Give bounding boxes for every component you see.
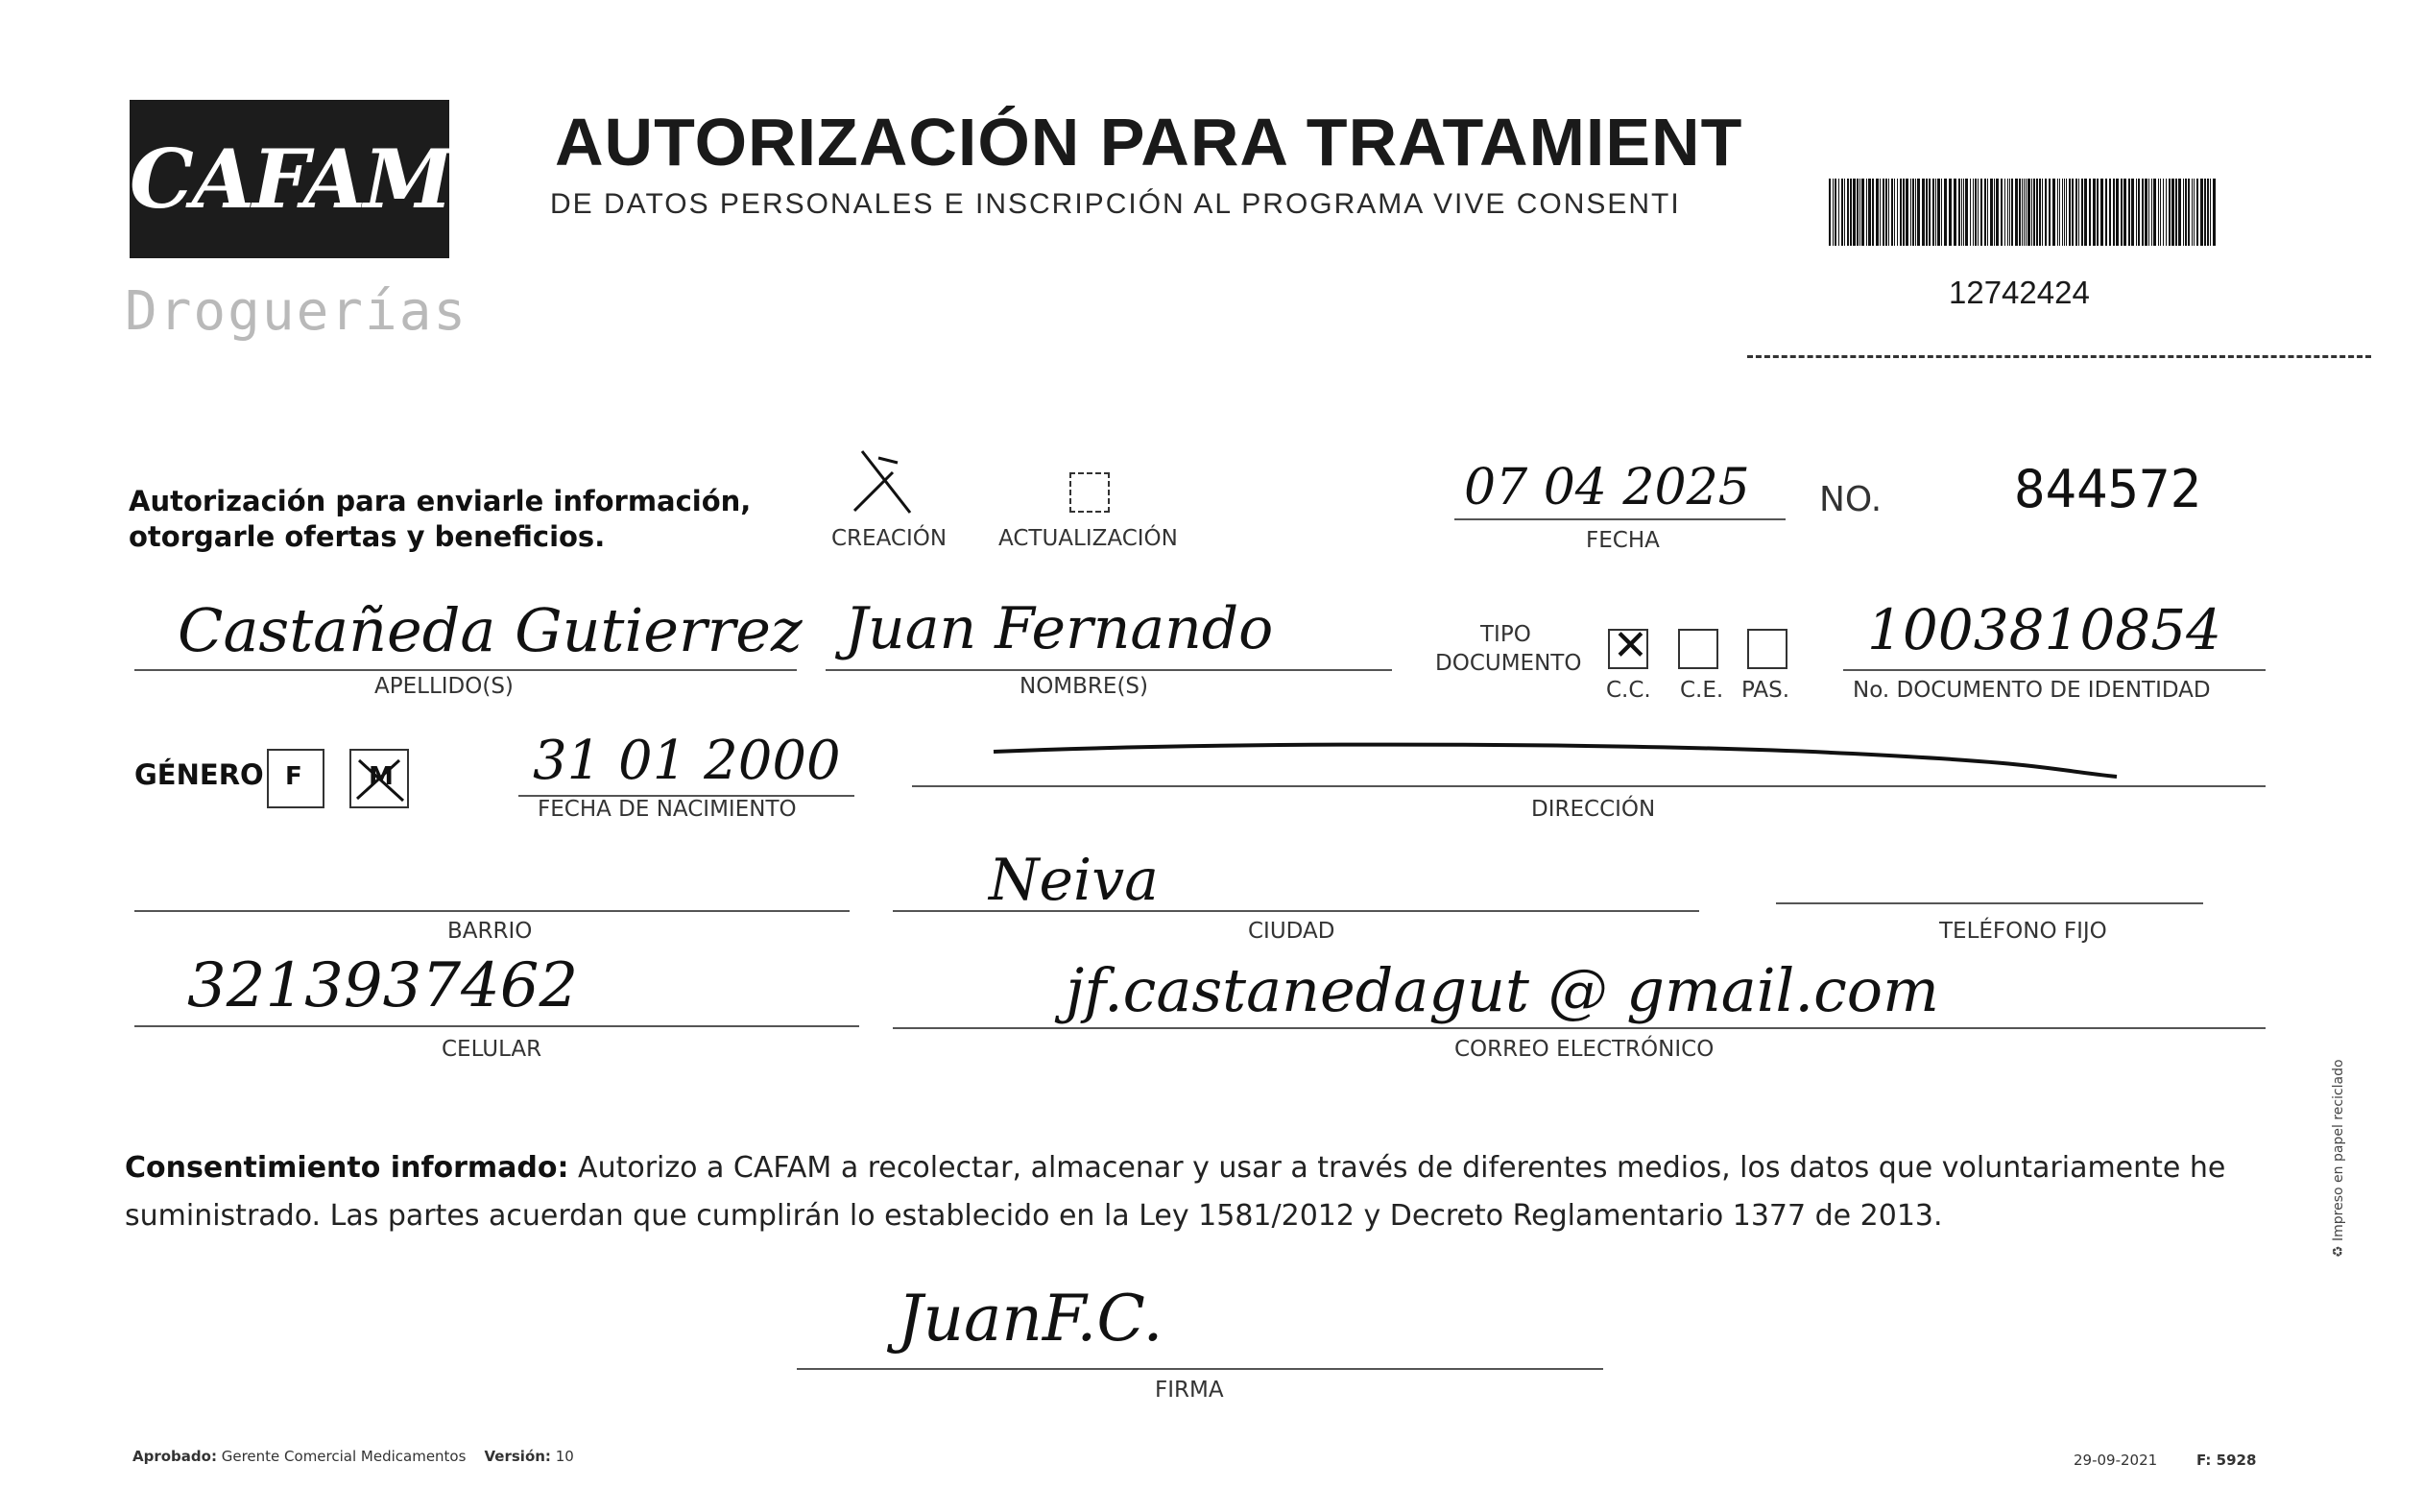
barcode-bar <box>2169 179 2171 246</box>
ciudad-line[interactable] <box>893 910 1699 912</box>
barcode-bar <box>1917 179 1920 246</box>
consent-text: Autorizo a CAFAM a recolectar, almacenar y usar a través de diferentes medios, los datos que voluntariamente he suministrado. Las partes acuerdan que cumplirán lo establecido en la Ley 1581/2012 y Decreto Reglamentario 1377 de 2013. <box>125 1151 2226 1233</box>
barcode-bar <box>2064 179 2065 246</box>
barcode-bar <box>2045 179 2047 246</box>
barcode-bar <box>2192 179 2193 246</box>
barcode-bar <box>2084 179 2087 246</box>
barcode-bar <box>1996 179 1999 246</box>
barcode-bar <box>2194 179 2195 246</box>
barcode-bar <box>1944 179 1947 246</box>
barcode-bar <box>1922 179 1925 246</box>
barcode-bar <box>2131 179 2134 246</box>
barcode-bar <box>2109 179 2111 246</box>
barcode-bar <box>1861 179 1864 246</box>
barcode-bar <box>1935 179 1936 246</box>
creacion-check-mark <box>845 444 922 520</box>
barcode-bar <box>2019 179 2021 246</box>
barcode-bar <box>1965 179 1968 246</box>
barcode-bar <box>2049 179 2051 246</box>
barcode-bar <box>2153 179 2156 246</box>
barcode-bar <box>1994 179 1995 246</box>
barcode-bar <box>1835 179 1836 246</box>
barcode-bar <box>2163 179 2164 246</box>
form-subtitle: DE DATOS PERSONALES E INSCRIPCIÓN AL PROGRAMA VIVE CONSENTI <box>550 188 1681 220</box>
creacion-label: CREACIÓN <box>831 526 948 551</box>
barcode-bar <box>1885 179 1887 246</box>
barcode-bar <box>2113 179 2115 246</box>
barcode-bar <box>2039 179 2041 246</box>
barcode-bar <box>1958 179 1960 246</box>
doc-cc-check-mark: ✕ <box>1613 621 1648 670</box>
barcode-bar <box>2196 179 2198 246</box>
footer-date: 29-09-2021 <box>2074 1452 2158 1469</box>
barcode-bar <box>2138 179 2140 246</box>
genero-f-label: F <box>285 762 302 791</box>
genero-m-check-mark <box>351 751 411 810</box>
barcode-bar <box>1876 179 1879 246</box>
barcode-bar <box>1932 179 1934 246</box>
barcode-bar <box>2213 179 2216 246</box>
barcode-bar <box>2026 179 2027 246</box>
tipo-doc-label-2: DOCUMENTO <box>1435 651 1582 676</box>
barcode-bar <box>1844 179 1845 246</box>
genero-m-checkbox[interactable] <box>349 749 409 808</box>
barcode-bar <box>2171 179 2174 246</box>
barcode-bar <box>2128 179 2130 246</box>
no-value: 844572 <box>2014 459 2202 519</box>
barcode-bar <box>2178 179 2181 246</box>
barcode-bar <box>1915 179 1916 246</box>
aprobado-label: Aprobado: <box>132 1448 217 1465</box>
celular-value: 3213937462 <box>187 950 579 1021</box>
no-label: NO. <box>1819 480 1883 519</box>
barcode-bar <box>1963 179 1964 246</box>
barcode-bar <box>2011 179 2013 246</box>
barcode-bar <box>1980 179 1982 246</box>
barcode-bar <box>1961 179 1962 246</box>
version-label: Versión: <box>484 1448 551 1465</box>
barcode-bar <box>2160 179 2161 246</box>
barcode-bar <box>2081 179 2083 246</box>
barcode-bar <box>1903 179 1905 246</box>
barcode-bar <box>2105 179 2107 246</box>
genero-f-checkbox[interactable] <box>267 749 324 808</box>
barcode-bar <box>1841 179 1843 246</box>
doc-option-pas: PAS. <box>1741 678 1790 703</box>
barcode-bar <box>2151 179 2152 246</box>
correo-label: CORREO ELECTRÓNICO <box>1454 1037 1715 1062</box>
barcode-bar <box>1987 179 1988 246</box>
barcode-bar <box>2200 179 2203 246</box>
nacimiento-value: 31 01 2000 <box>533 730 841 792</box>
barrio-line[interactable] <box>134 910 850 912</box>
barcode-bar <box>2057 179 2058 246</box>
barcode-bar <box>2210 179 2211 246</box>
doc-pas-checkbox[interactable] <box>1747 629 1787 669</box>
barcode-bar <box>2185 179 2187 246</box>
intro-line-2: otorgarle ofertas y beneficios. <box>129 520 606 553</box>
barcode-bar <box>1891 179 1893 246</box>
barcode-bar <box>2175 179 2177 246</box>
doc-number-label: No. DOCUMENTO DE IDENTIDAD <box>1853 678 2211 703</box>
doc-cc-checkbox[interactable] <box>1608 621 1648 670</box>
barcode-bar <box>1859 179 1860 246</box>
barcode-bar <box>1973 179 1974 246</box>
barcode-bar <box>1894 179 1895 246</box>
barcode-bar <box>2097 179 2099 246</box>
tipo-doc-label-1: TIPO <box>1480 622 1531 647</box>
barcode-bar <box>2100 179 2103 246</box>
barcode-bar <box>2123 179 2126 246</box>
barcode-bar <box>1970 179 1971 246</box>
barcode-bar <box>1888 179 1889 246</box>
doc-option-ce: C.E. <box>1680 678 1724 703</box>
ciudad-label: CIUDAD <box>1248 919 1335 944</box>
barcode-bar <box>2042 179 2043 246</box>
dashed-divider <box>1747 355 2371 358</box>
intro-line-1: Autorización para enviarle información, <box>129 485 752 517</box>
signature-value: JuanF.C. <box>898 1282 1164 1356</box>
barcode-bar <box>1897 179 1898 246</box>
barcode-bar <box>1900 179 1902 246</box>
barcode-bar <box>1954 179 1956 246</box>
apellidos-line[interactable] <box>134 669 797 671</box>
barcode-bar <box>2142 179 2144 246</box>
nombres-label: NOMBRE(S) <box>1020 674 1148 699</box>
barcode-bar <box>2078 179 2079 246</box>
telefono-line[interactable] <box>1776 902 2203 904</box>
fecha-label: FECHA <box>1586 528 1660 553</box>
nombres-line[interactable] <box>826 669 1392 671</box>
barcode-bar <box>2033 179 2035 246</box>
aprobado-value: Gerente Comercial Medicamentos <box>221 1448 467 1465</box>
genero-m-label: M <box>369 762 394 791</box>
barcode-bar <box>2121 179 2123 246</box>
barcode-bar <box>1857 179 1859 246</box>
barcode-bar <box>2059 179 2060 246</box>
side-text: Impreso en papel reciclado <box>2331 1059 2346 1241</box>
barcode-bar <box>2066 179 2067 246</box>
consent-heading: Consentimiento informado: <box>125 1151 569 1185</box>
doc-option-cc: C.C. <box>1606 678 1651 703</box>
direccion-line[interactable] <box>912 785 2266 787</box>
barcode-bar <box>2052 179 2055 246</box>
celular-label: CELULAR <box>442 1037 542 1062</box>
recycle-icon: ♻ <box>2331 1245 2346 1258</box>
barrio-label: BARRIO <box>447 919 533 944</box>
fecha-value: 07 04 2025 <box>1464 459 1750 516</box>
barcode-bar <box>2183 179 2184 246</box>
barcode-bar <box>1868 179 1871 246</box>
barcode-bar <box>1978 179 1979 246</box>
logo-subtitle: Droguerías <box>125 280 468 343</box>
creacion-checkbox[interactable] <box>845 444 922 520</box>
barcode-bar <box>2004 179 2005 246</box>
barcode-bar <box>2027 179 2030 246</box>
actualizacion-checkbox[interactable] <box>1069 472 1110 513</box>
barcode-bar <box>1949 179 1952 246</box>
barcode-bar <box>2188 179 2190 246</box>
recycled-paper-note <box>2331 1059 2346 1258</box>
doc-number-line[interactable] <box>1843 669 2266 671</box>
direccion-label: DIRECCIÓN <box>1531 797 1656 822</box>
form-title: AUTORIZACIÓN PARA TRATAMIENT <box>555 105 1743 180</box>
nacimiento-label: FECHA DE NACIMIENTO <box>538 797 797 822</box>
barcode-bar <box>1910 179 1911 246</box>
direccion-scribble <box>989 734 2122 782</box>
barcode-bar <box>2204 179 2206 246</box>
barcode-bar <box>1990 179 1993 246</box>
barcode-bar <box>1926 179 1928 246</box>
apellidos-label: APELLIDO(S) <box>374 674 514 699</box>
barcode-bar <box>1872 179 1874 246</box>
barcode-bar <box>2069 179 2071 246</box>
barcode-bar <box>2089 179 2091 246</box>
barcode-bar <box>1866 179 1867 246</box>
barcode-bar <box>2116 179 2119 246</box>
celular-line[interactable] <box>134 1025 859 1027</box>
apellidos-value: Castañeda Gutierrez <box>178 595 803 665</box>
signature-label: FIRMA <box>1155 1378 1224 1403</box>
barcode-bar <box>2166 179 2167 246</box>
barcode-bar <box>2036 179 2038 246</box>
barcode-bar <box>1880 179 1881 246</box>
barcode-bar <box>2158 179 2159 246</box>
barcode-bar <box>1883 179 1884 246</box>
barcode-bar <box>1838 179 1839 246</box>
barcode-bar <box>2075 179 2077 246</box>
correo-line[interactable] <box>893 1027 2266 1029</box>
telefono-label: TELÉFONO FIJO <box>1939 919 2107 944</box>
barcode-bar <box>1853 179 1856 246</box>
logo-text: CAFAM <box>130 132 451 227</box>
barcode-bar <box>2001 179 2003 246</box>
barcode-bar <box>2009 179 2010 246</box>
barcode-bar <box>2207 179 2209 246</box>
barcode-bar <box>2031 179 2032 246</box>
barcode-bar <box>2136 179 2137 246</box>
barcode-bar <box>2024 179 2025 246</box>
barcode-bar <box>1912 179 1914 246</box>
barcode-bar <box>1984 179 1986 246</box>
fecha-line <box>1454 518 1786 520</box>
barcode-bar <box>1833 179 1834 246</box>
consent-paragraph <box>125 1144 2285 1240</box>
barcode-bar <box>1906 179 1908 246</box>
barcode-bar <box>2062 179 2063 246</box>
barcode-bar <box>2022 179 2023 246</box>
genero-label: GÉNERO <box>134 758 264 791</box>
barcode-bar <box>1850 179 1852 246</box>
barcode-bar <box>1937 179 1940 246</box>
signature-line[interactable] <box>797 1368 1603 1370</box>
barcode-bar <box>2072 179 2074 246</box>
barcode-bar <box>2145 179 2147 246</box>
barcode-bar <box>1941 179 1942 246</box>
correo-value: jf.castanedagut @ gmail.com <box>1066 955 1939 1025</box>
barcode-bar <box>1929 179 1931 246</box>
barcode-bar <box>2015 179 2018 246</box>
doc-ce-checkbox[interactable] <box>1678 629 1718 669</box>
barcode <box>1829 179 2219 246</box>
footer-form-code: F: 5928 <box>2196 1452 2257 1469</box>
barcode-bar <box>2007 179 2008 246</box>
barcode-bar <box>2148 179 2149 246</box>
nombres-value: Juan Fernando <box>845 595 1274 662</box>
doc-number-value: 1003810854 <box>1867 597 2222 662</box>
barcode-bar <box>1829 179 1831 246</box>
barcode-number: 12742424 <box>1949 275 2090 310</box>
barcode-bar <box>1847 179 1849 246</box>
cafam-logo <box>130 100 449 258</box>
barcode-bar <box>2093 179 2096 246</box>
footer-approval <box>132 1448 574 1465</box>
actualizacion-label: ACTUALIZACIÓN <box>998 526 1178 551</box>
version-value: 10 <box>555 1448 574 1465</box>
barcode-bar <box>1975 179 1977 246</box>
ciudad-value: Neiva <box>989 847 1159 914</box>
